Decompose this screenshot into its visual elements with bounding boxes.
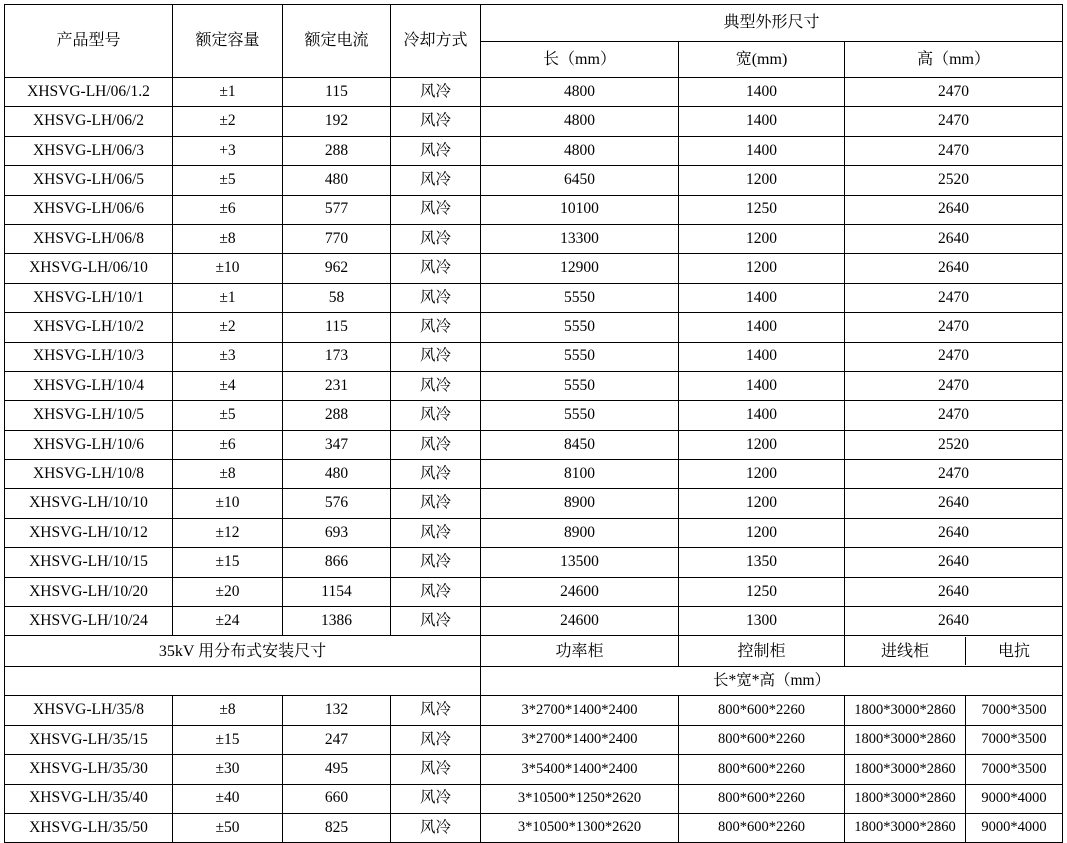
- cell-model: XHSVG-LH/10/5: [5, 401, 173, 430]
- cell-current: 1386: [283, 607, 391, 636]
- cell-length: 5550: [481, 313, 679, 342]
- cell-capacity: ±8: [173, 460, 283, 489]
- cell-power-cabinet: 3*2700*1400*2400: [481, 696, 679, 725]
- cell-control-cabinet: 800*600*2260: [679, 755, 845, 784]
- cell-current: 693: [283, 518, 391, 547]
- cell-width: 1200: [679, 166, 845, 195]
- cell-reactor: 7000*3500: [981, 731, 1047, 748]
- lwh-label: 长*宽*高（mm）: [481, 667, 1063, 696]
- cell-incoming-and-reactor: [845, 696, 1063, 725]
- cell-current: 866: [283, 548, 391, 577]
- cell-width: 1200: [679, 518, 845, 547]
- cell-model: XHSVG-LH/35/15: [5, 725, 173, 754]
- header-height: 高（mm）: [845, 41, 1063, 78]
- cell-height: 2640: [845, 518, 1063, 547]
- specification-table: [4, 4, 1063, 843]
- cell-model: XHSVG-LH/10/6: [5, 430, 173, 459]
- cell-capacity: ±5: [173, 401, 283, 430]
- cell-height: 2470: [845, 283, 1063, 312]
- cell-current: 288: [283, 401, 391, 430]
- header-capacity: 额定容量: [173, 5, 283, 78]
- table-row: [5, 518, 1063, 547]
- cell-current: 660: [283, 784, 391, 813]
- cell-capacity: ±24: [173, 607, 283, 636]
- table-row: [5, 254, 1063, 283]
- cell-model: XHSVG-LH/06/6: [5, 195, 173, 224]
- table-row: [5, 696, 1063, 725]
- cell-capacity: ±4: [173, 371, 283, 400]
- cell-model: XHSVG-LH/35/40: [5, 784, 173, 813]
- cell-length: 24600: [481, 577, 679, 606]
- cell-width: 1250: [679, 195, 845, 224]
- lwh-spacer: [5, 667, 481, 696]
- cell-height: 2640: [845, 548, 1063, 577]
- cell-cooling: 风冷: [391, 784, 481, 813]
- cell-model: XHSVG-LH/06/10: [5, 254, 173, 283]
- table-row: [5, 342, 1063, 371]
- cell-width: 1400: [679, 371, 845, 400]
- cell-capacity: ±15: [173, 725, 283, 754]
- cell-incoming-cabinet: 1800*3000*2860: [845, 726, 966, 754]
- cell-height: 2640: [845, 254, 1063, 283]
- table-row: [5, 107, 1063, 136]
- header-incoming-cabinet: 进线柜: [845, 637, 966, 665]
- cell-height: 2470: [845, 342, 1063, 371]
- cell-width: 1200: [679, 224, 845, 253]
- cell-current: 132: [283, 696, 391, 725]
- cell-control-cabinet: 800*600*2260: [679, 813, 845, 842]
- cell-height: 2640: [845, 577, 1063, 606]
- header-width: 宽(mm): [679, 41, 845, 78]
- cell-capacity: ±40: [173, 784, 283, 813]
- cell-width: 1300: [679, 607, 845, 636]
- cell-current: 192: [283, 107, 391, 136]
- cell-height: 2640: [845, 607, 1063, 636]
- table-row: [5, 166, 1063, 195]
- cell-incoming-and-reactor: [845, 725, 1063, 754]
- section-35kv-header-row: [5, 636, 1063, 667]
- cell-capacity: ±2: [173, 107, 283, 136]
- cell-reactor: 7000*3500: [981, 760, 1047, 777]
- table-row: [5, 548, 1063, 577]
- cell-current: 480: [283, 166, 391, 195]
- cell-width: 1350: [679, 548, 845, 577]
- table-row: [5, 224, 1063, 253]
- cell-cooling: 风冷: [391, 725, 481, 754]
- cell-height: 2470: [845, 460, 1063, 489]
- cell-capacity: ±10: [173, 489, 283, 518]
- table-row: [5, 725, 1063, 754]
- cell-width: 1400: [679, 78, 845, 107]
- cell-capacity: ±2: [173, 313, 283, 342]
- cell-power-cabinet: 3*2700*1400*2400: [481, 725, 679, 754]
- cell-height: 2470: [845, 78, 1063, 107]
- cell-current: 480: [283, 460, 391, 489]
- cell-cooling: 风冷: [391, 460, 481, 489]
- header-model: 产品型号: [5, 5, 173, 78]
- cell-capacity: +3: [173, 136, 283, 165]
- cell-height: 2640: [845, 489, 1063, 518]
- cell-capacity: ±12: [173, 518, 283, 547]
- cell-cooling: 风冷: [391, 136, 481, 165]
- cell-incoming-and-reactor: [845, 813, 1063, 842]
- cell-length: 5550: [481, 371, 679, 400]
- table-row: [5, 401, 1063, 430]
- cell-incoming-and-reactor: [845, 755, 1063, 784]
- cell-width: 1400: [679, 283, 845, 312]
- cell-current: 1154: [283, 577, 391, 606]
- cell-incoming-and-reactor: [845, 784, 1063, 813]
- cell-length: 8100: [481, 460, 679, 489]
- header-reactor: 电抗: [998, 642, 1031, 660]
- cell-height: 2470: [845, 401, 1063, 430]
- cell-length: 8900: [481, 518, 679, 547]
- cell-model: XHSVG-LH/35/8: [5, 696, 173, 725]
- cell-capacity: ±3: [173, 342, 283, 371]
- section-35kv-title: 35kV 用分布式安装尺寸: [5, 636, 481, 667]
- cell-width: 1200: [679, 489, 845, 518]
- header-current: 额定电流: [283, 5, 391, 78]
- cell-model: XHSVG-LH/10/4: [5, 371, 173, 400]
- cell-reactor: 9000*4000: [981, 819, 1047, 836]
- cell-cooling: 风冷: [391, 254, 481, 283]
- table-row: [5, 283, 1063, 312]
- cell-power-cabinet: 3*10500*1300*2620: [481, 813, 679, 842]
- cell-length: 24600: [481, 607, 679, 636]
- cell-length: 12900: [481, 254, 679, 283]
- cell-capacity: ±1: [173, 78, 283, 107]
- table-row: [5, 136, 1063, 165]
- cell-incoming-cabinet: 1800*3000*2860: [845, 696, 966, 724]
- table-row: [5, 371, 1063, 400]
- cell-model: XHSVG-LH/06/3: [5, 136, 173, 165]
- cell-power-cabinet: 3*10500*1250*2620: [481, 784, 679, 813]
- cell-width: 1400: [679, 136, 845, 165]
- cell-capacity: ±8: [173, 696, 283, 725]
- table-row: [5, 195, 1063, 224]
- cell-current: 58: [283, 283, 391, 312]
- header-length: 长（mm）: [481, 41, 679, 78]
- cell-width: 1200: [679, 254, 845, 283]
- cell-cooling: 风冷: [391, 342, 481, 371]
- header-dimensions-group: 典型外形尺寸: [481, 5, 1063, 42]
- cell-model: XHSVG-LH/35/30: [5, 755, 173, 784]
- cell-cooling: 风冷: [391, 577, 481, 606]
- cell-capacity: ±5: [173, 166, 283, 195]
- cell-reactor: 7000*3500: [981, 701, 1047, 718]
- cell-current: 576: [283, 489, 391, 518]
- cell-length: 8450: [481, 430, 679, 459]
- cell-cooling: 风冷: [391, 813, 481, 842]
- cell-length: 5550: [481, 342, 679, 371]
- cell-cooling: 风冷: [391, 755, 481, 784]
- cell-width: 1250: [679, 577, 845, 606]
- table-row: [5, 813, 1063, 842]
- cell-current: 288: [283, 136, 391, 165]
- cell-capacity: ±30: [173, 755, 283, 784]
- cell-height: 2640: [845, 224, 1063, 253]
- table-row: [5, 784, 1063, 813]
- cell-capacity: ±15: [173, 548, 283, 577]
- cell-cooling: 风冷: [391, 489, 481, 518]
- cell-cooling: 风冷: [391, 518, 481, 547]
- cell-incoming-cabinet: 1800*3000*2860: [845, 755, 966, 783]
- cell-length: 13300: [481, 224, 679, 253]
- cell-incoming-cabinet: 1800*3000*2860: [845, 785, 966, 813]
- table-row: [5, 78, 1063, 107]
- cell-incoming-cabinet: 1800*3000*2860: [845, 814, 966, 842]
- cell-length: 13500: [481, 548, 679, 577]
- cell-capacity: ±6: [173, 195, 283, 224]
- cell-model: XHSVG-LH/10/1: [5, 283, 173, 312]
- cell-width: 1200: [679, 460, 845, 489]
- table-row: [5, 313, 1063, 342]
- cell-height: 2470: [845, 371, 1063, 400]
- cell-width: 1400: [679, 313, 845, 342]
- cell-height: 2520: [845, 166, 1063, 195]
- cell-height: 2470: [845, 313, 1063, 342]
- header-incoming-and-reactor: [845, 636, 1063, 667]
- cell-control-cabinet: 800*600*2260: [679, 696, 845, 725]
- cell-height: 2520: [845, 430, 1063, 459]
- cell-length: 5550: [481, 401, 679, 430]
- cell-power-cabinet: 3*5400*1400*2400: [481, 755, 679, 784]
- cell-cooling: 风冷: [391, 195, 481, 224]
- cell-length: 10100: [481, 195, 679, 224]
- cell-cooling: 风冷: [391, 696, 481, 725]
- cell-current: 770: [283, 224, 391, 253]
- cell-capacity: ±6: [173, 430, 283, 459]
- cell-capacity: ±8: [173, 224, 283, 253]
- cell-model: XHSVG-LH/10/10: [5, 489, 173, 518]
- cell-model: XHSVG-LH/10/2: [5, 313, 173, 342]
- table-row: [5, 489, 1063, 518]
- cell-capacity: ±10: [173, 254, 283, 283]
- cell-control-cabinet: 800*600*2260: [679, 784, 845, 813]
- cell-model: XHSVG-LH/06/5: [5, 166, 173, 195]
- cell-cooling: 风冷: [391, 166, 481, 195]
- cell-cooling: 风冷: [391, 78, 481, 107]
- cell-model: XHSVG-LH/10/20: [5, 577, 173, 606]
- cell-model: XHSVG-LH/06/8: [5, 224, 173, 253]
- cell-cooling: 风冷: [391, 548, 481, 577]
- cell-height: 2640: [845, 195, 1063, 224]
- cell-capacity: ±50: [173, 813, 283, 842]
- header-cooling: 冷却方式: [391, 5, 481, 78]
- cell-current: 173: [283, 342, 391, 371]
- cell-width: 1400: [679, 401, 845, 430]
- cell-current: 495: [283, 755, 391, 784]
- cell-current: 577: [283, 195, 391, 224]
- cell-current: 115: [283, 313, 391, 342]
- cell-width: 1400: [679, 342, 845, 371]
- cell-reactor: 9000*4000: [981, 790, 1047, 807]
- cell-cooling: 风冷: [391, 283, 481, 312]
- cell-cooling: 风冷: [391, 371, 481, 400]
- table-row: [5, 460, 1063, 489]
- cell-model: XHSVG-LH/06/1.2: [5, 78, 173, 107]
- cell-length: 8900: [481, 489, 679, 518]
- cell-model: XHSVG-LH/10/15: [5, 548, 173, 577]
- cell-length: 4800: [481, 78, 679, 107]
- cell-control-cabinet: 800*600*2260: [679, 725, 845, 754]
- cell-length: 4800: [481, 107, 679, 136]
- cell-model: XHSVG-LH/06/2: [5, 107, 173, 136]
- cell-width: 1400: [679, 107, 845, 136]
- cell-model: XHSVG-LH/10/3: [5, 342, 173, 371]
- cell-capacity: ±1: [173, 283, 283, 312]
- cell-model: XHSVG-LH/10/8: [5, 460, 173, 489]
- cell-cooling: 风冷: [391, 401, 481, 430]
- cell-cooling: 风冷: [391, 313, 481, 342]
- table-header-row-top: [5, 5, 1063, 42]
- cell-cooling: 风冷: [391, 224, 481, 253]
- cell-length: 5550: [481, 283, 679, 312]
- table-row: [5, 607, 1063, 636]
- table-row: [5, 577, 1063, 606]
- cell-cooling: 风冷: [391, 607, 481, 636]
- header-control-cabinet: 控制柜: [679, 636, 845, 667]
- header-power-cabinet: 功率柜: [481, 636, 679, 667]
- cell-current: 347: [283, 430, 391, 459]
- cell-capacity: ±20: [173, 577, 283, 606]
- section-35kv-lwh-row: [5, 667, 1063, 696]
- cell-length: 6450: [481, 166, 679, 195]
- cell-current: 962: [283, 254, 391, 283]
- cell-length: 4800: [481, 136, 679, 165]
- cell-cooling: 风冷: [391, 107, 481, 136]
- cell-height: 2470: [845, 107, 1063, 136]
- cell-current: 231: [283, 371, 391, 400]
- cell-model: XHSVG-LH/35/50: [5, 813, 173, 842]
- cell-model: XHSVG-LH/10/12: [5, 518, 173, 547]
- cell-current: 825: [283, 813, 391, 842]
- cell-width: 1200: [679, 430, 845, 459]
- cell-model: XHSVG-LH/10/24: [5, 607, 173, 636]
- table-row: [5, 755, 1063, 784]
- cell-current: 115: [283, 78, 391, 107]
- cell-cooling: 风冷: [391, 430, 481, 459]
- cell-height: 2470: [845, 136, 1063, 165]
- table-row: [5, 430, 1063, 459]
- cell-current: 247: [283, 725, 391, 754]
